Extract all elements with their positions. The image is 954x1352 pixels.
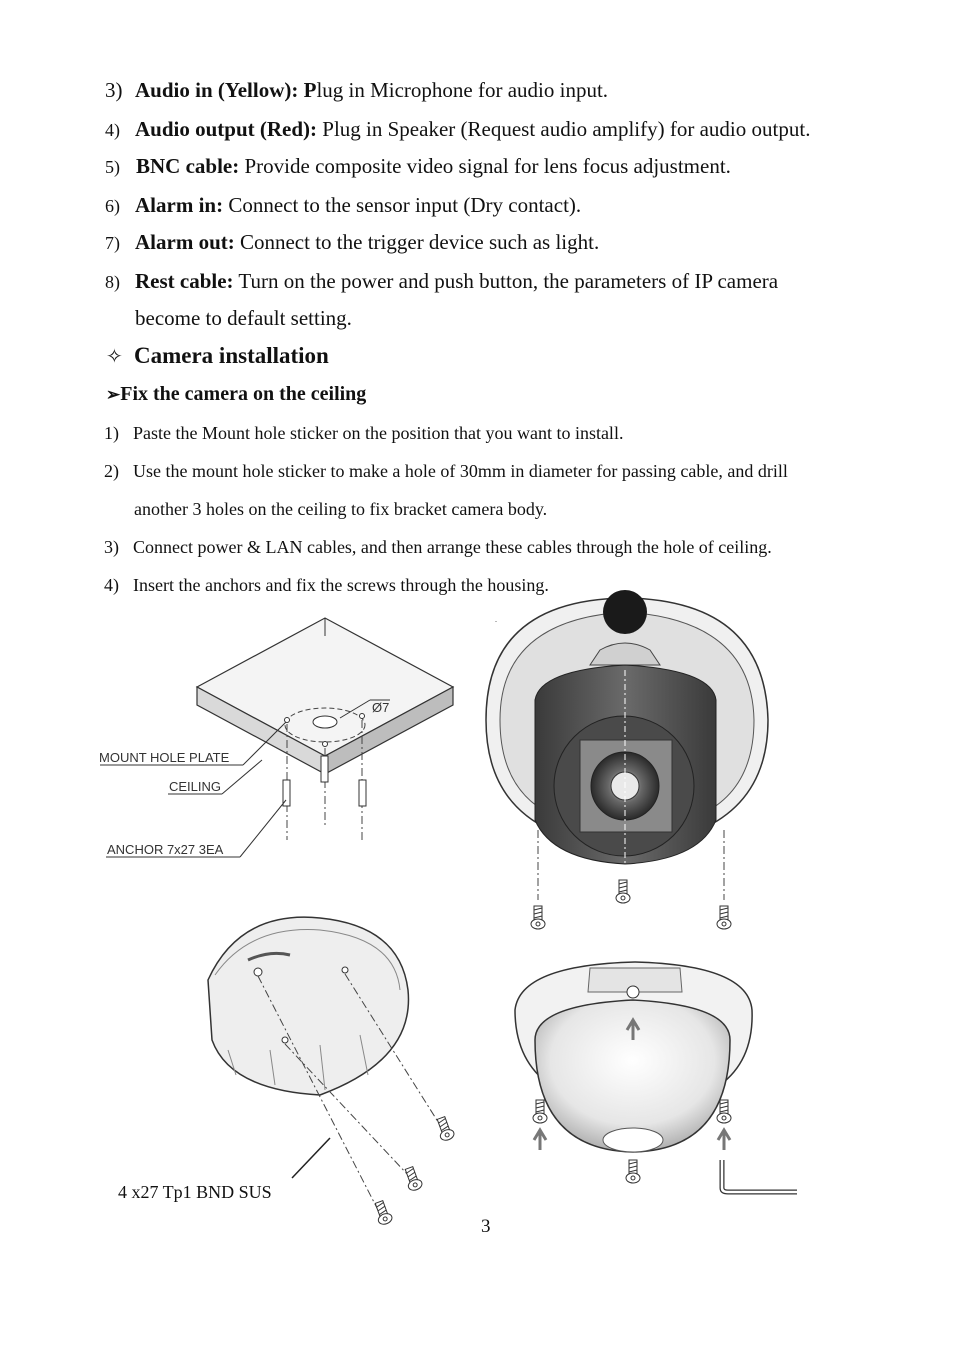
svg-text:.: . (495, 615, 497, 624)
item-number: 4) (105, 120, 120, 140)
step-continuation: another 3 holes on the ceiling to fix bracket camera body. (134, 499, 548, 519)
item-number: 7) (105, 233, 120, 253)
step-text: Connect power & LAN cables, and then arrange these cables through the hole of ceiling. (133, 537, 772, 557)
item-label: Alarm in: (135, 193, 224, 217)
item-text: Provide composite video signal for lens focus adjustment. (239, 154, 731, 178)
mount-hole-plate-label: MOUNT HOLE PLATE (99, 750, 230, 765)
dome-cover-diagram (515, 962, 797, 1192)
item-number: 8) (105, 272, 120, 292)
item-text: Turn on the power and push button, the parameters of IP camera (233, 269, 779, 293)
step-text: Use the mount hole sticker to make a hole of 30mm in diameter for passing cable, and drill (133, 461, 788, 481)
item-number: 6) (105, 196, 120, 216)
diamond-star-icon: ✧ (106, 346, 123, 368)
item-text: Plug in Speaker (Request audio amplify) for audio output. (317, 117, 811, 141)
item-label: BNC cable: (136, 154, 240, 178)
item-label: Audio in (Yellow): P (135, 78, 317, 102)
page-number: 3 (481, 1216, 491, 1237)
item-number: 3) (105, 78, 123, 102)
housing-diagram (208, 917, 455, 1226)
item-label: Audio output (Red): (135, 117, 318, 141)
item-text: Connect to the sensor input (Dry contact). (223, 193, 582, 217)
arrowhead-icon: ➢ (106, 385, 121, 404)
step-number: 2) (104, 461, 119, 481)
connector-continuation: become to default setting. (135, 306, 352, 330)
section-title: Camera installation (134, 343, 329, 368)
ceiling-diagram (99, 618, 453, 857)
anchor-label: ANCHOR 7x27 3EA (107, 842, 224, 857)
camera-bottom-view (486, 590, 768, 929)
item-label: Rest cable: (135, 269, 234, 293)
item-text: lug in Microphone for audio input. (316, 78, 609, 102)
diameter-label: Ø7 (372, 700, 390, 715)
step-number: 1) (104, 423, 119, 443)
step-number: 4) (104, 575, 119, 595)
item-number: 5) (105, 157, 120, 177)
screw-caption: 4 x27 Tp1 BND SUS (118, 1182, 272, 1202)
item-label: Alarm out: (135, 230, 235, 254)
step-text: Insert the anchors and fix the screws through the housing. (133, 575, 549, 595)
step-number: 3) (104, 537, 119, 557)
step-text: Paste the Mount hole sticker on the position that you want to install. (133, 423, 624, 443)
ceiling-label: CEILING (169, 779, 222, 794)
subsection-title: Fix the camera on the ceiling (120, 383, 367, 405)
item-text: Connect to the trigger device such as light. (234, 230, 600, 254)
